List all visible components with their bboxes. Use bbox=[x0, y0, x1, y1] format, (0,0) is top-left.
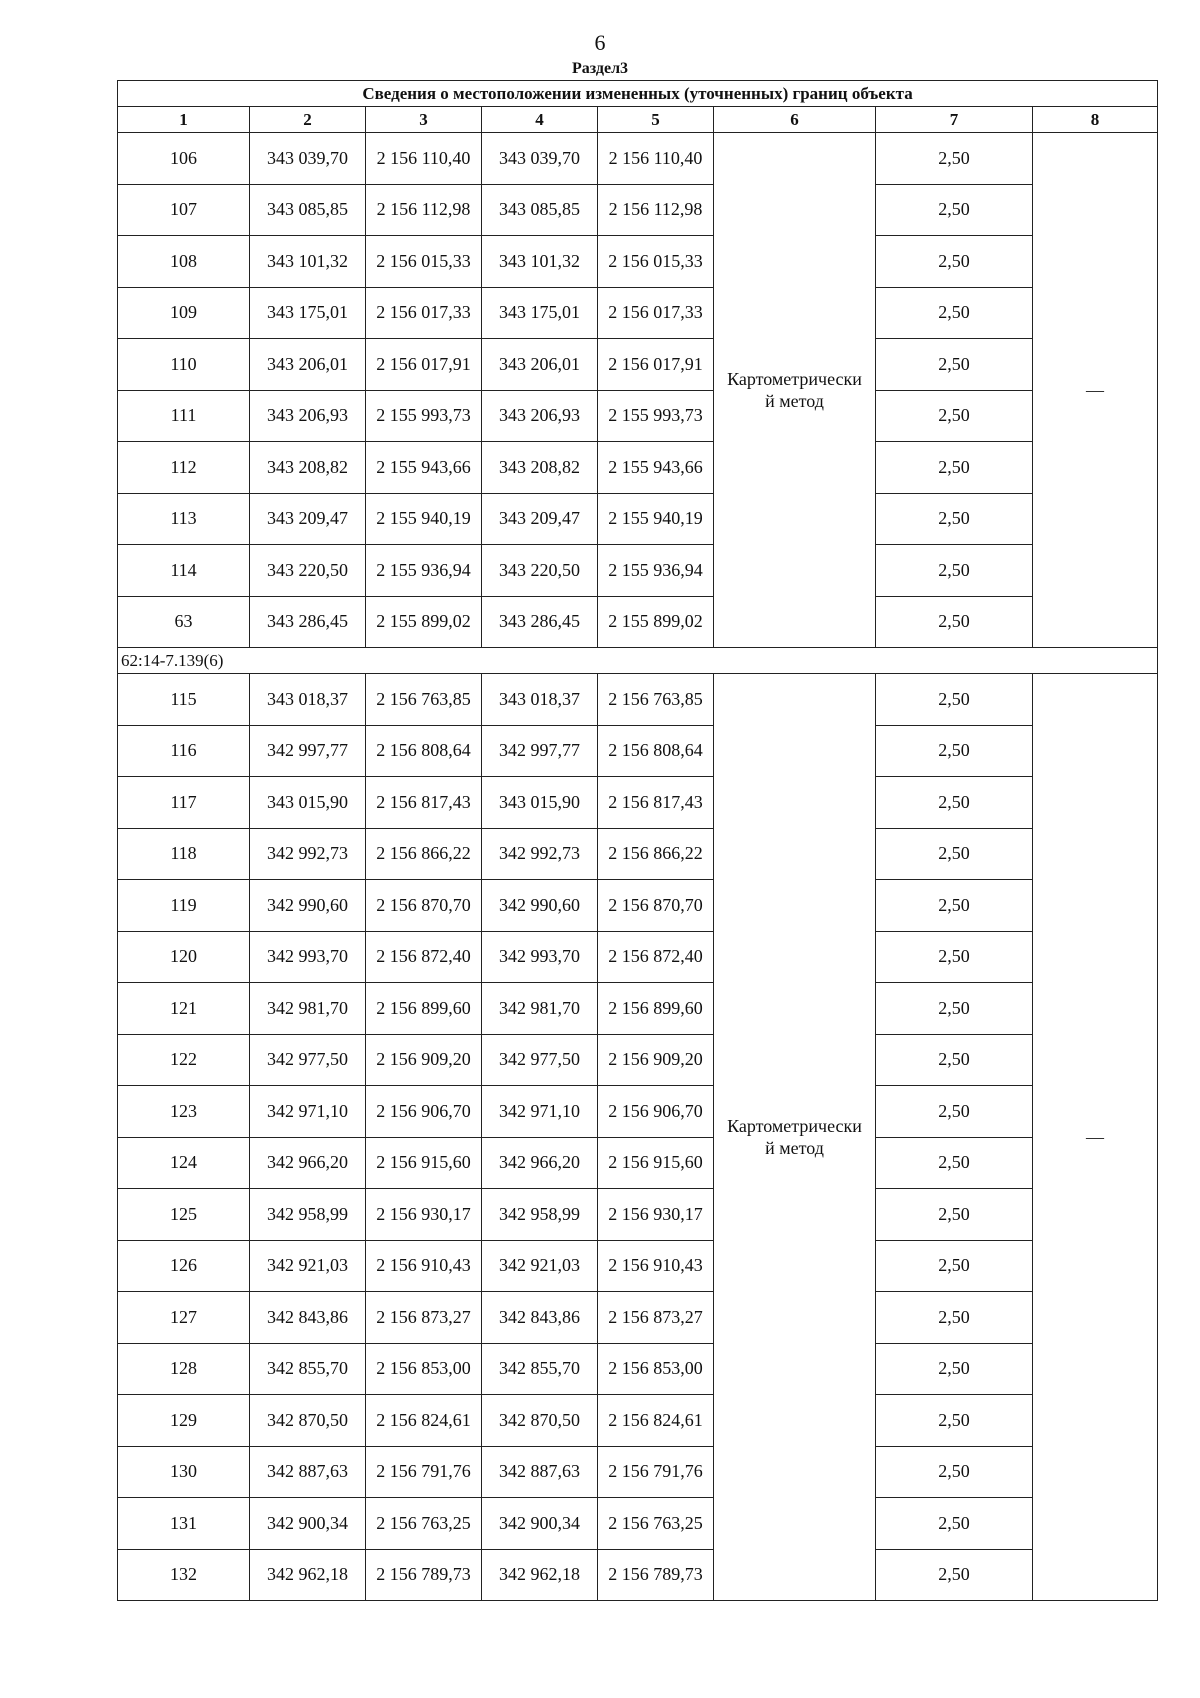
refined-x-cell: 343 085,85 bbox=[482, 184, 598, 236]
existing-y-cell: 2 156 763,25 bbox=[366, 1498, 482, 1550]
refined-y-cell: 2 156 017,91 bbox=[598, 339, 714, 391]
existing-x-cell: 342 997,77 bbox=[250, 725, 366, 777]
existing-y-cell: 2 156 910,43 bbox=[366, 1240, 482, 1292]
refined-y-cell: 2 156 873,27 bbox=[598, 1292, 714, 1344]
refined-y-cell: 2 156 866,22 bbox=[598, 828, 714, 880]
refined-x-cell: 342 990,60 bbox=[482, 880, 598, 932]
column-number-5: 5 bbox=[598, 107, 714, 133]
existing-x-cell: 342 900,34 bbox=[250, 1498, 366, 1550]
existing-x-cell: 342 843,86 bbox=[250, 1292, 366, 1344]
existing-x-cell: 342 887,63 bbox=[250, 1446, 366, 1498]
column-8-cell: — bbox=[1033, 133, 1158, 648]
table-row bbox=[118, 493, 1158, 545]
existing-y-cell: 2 156 873,27 bbox=[366, 1292, 482, 1344]
table-row bbox=[118, 1137, 1158, 1189]
table-row bbox=[118, 1086, 1158, 1138]
accuracy-cell: 2,50 bbox=[876, 1034, 1033, 1086]
accuracy-cell: 2,50 bbox=[876, 287, 1033, 339]
refined-y-cell: 2 156 763,25 bbox=[598, 1498, 714, 1550]
point-number-cell: 110 bbox=[118, 339, 250, 391]
method-line-1: Картометрически bbox=[727, 369, 862, 389]
table-row bbox=[118, 1549, 1158, 1601]
method-line-1: Картометрически bbox=[727, 1116, 862, 1136]
accuracy-cell: 2,50 bbox=[876, 828, 1033, 880]
column-numbers-row bbox=[118, 107, 1158, 133]
refined-y-cell: 2 155 943,66 bbox=[598, 442, 714, 494]
refined-x-cell: 343 175,01 bbox=[482, 287, 598, 339]
point-number-cell: 108 bbox=[118, 236, 250, 288]
refined-y-cell: 2 156 909,20 bbox=[598, 1034, 714, 1086]
table-row bbox=[118, 596, 1158, 648]
point-number-cell: 129 bbox=[118, 1395, 250, 1447]
point-number-cell: 127 bbox=[118, 1292, 250, 1344]
existing-y-cell: 2 156 909,20 bbox=[366, 1034, 482, 1086]
point-number-cell: 109 bbox=[118, 287, 250, 339]
refined-x-cell: 342 887,63 bbox=[482, 1446, 598, 1498]
refined-y-cell: 2 156 906,70 bbox=[598, 1086, 714, 1138]
existing-x-cell: 343 018,37 bbox=[250, 674, 366, 726]
existing-x-cell: 342 990,60 bbox=[250, 880, 366, 932]
point-number-cell: 128 bbox=[118, 1343, 250, 1395]
existing-x-cell: 342 992,73 bbox=[250, 828, 366, 880]
method-line-2: й метод bbox=[765, 1138, 824, 1158]
refined-x-cell: 342 997,77 bbox=[482, 725, 598, 777]
point-number-cell: 121 bbox=[118, 983, 250, 1035]
accuracy-cell: 2,50 bbox=[876, 184, 1033, 236]
existing-x-cell: 342 971,10 bbox=[250, 1086, 366, 1138]
existing-x-cell: 343 015,90 bbox=[250, 777, 366, 829]
table-row bbox=[118, 133, 1158, 185]
table-row bbox=[118, 1446, 1158, 1498]
refined-x-cell: 342 966,20 bbox=[482, 1137, 598, 1189]
point-number-cell: 131 bbox=[118, 1498, 250, 1550]
existing-y-cell: 2 156 899,60 bbox=[366, 983, 482, 1035]
existing-x-cell: 342 921,03 bbox=[250, 1240, 366, 1292]
refined-x-cell: 343 015,90 bbox=[482, 777, 598, 829]
existing-y-cell: 2 156 872,40 bbox=[366, 931, 482, 983]
table-row bbox=[118, 931, 1158, 983]
refined-y-cell: 2 156 015,33 bbox=[598, 236, 714, 288]
existing-x-cell: 343 220,50 bbox=[250, 545, 366, 597]
accuracy-cell: 2,50 bbox=[876, 1240, 1033, 1292]
column-number-1: 1 bbox=[118, 107, 250, 133]
point-number-cell: 119 bbox=[118, 880, 250, 932]
accuracy-cell: 2,50 bbox=[876, 1137, 1033, 1189]
existing-y-cell: 2 156 017,33 bbox=[366, 287, 482, 339]
accuracy-cell: 2,50 bbox=[876, 777, 1033, 829]
existing-y-cell: 2 155 899,02 bbox=[366, 596, 482, 648]
accuracy-cell: 2,50 bbox=[876, 1498, 1033, 1550]
refined-y-cell: 2 156 872,40 bbox=[598, 931, 714, 983]
refined-x-cell: 343 209,47 bbox=[482, 493, 598, 545]
accuracy-cell: 2,50 bbox=[876, 931, 1033, 983]
table-row bbox=[118, 983, 1158, 1035]
refined-y-cell: 2 155 936,94 bbox=[598, 545, 714, 597]
column-number-4: 4 bbox=[482, 107, 598, 133]
table-row bbox=[118, 880, 1158, 932]
existing-x-cell: 342 958,99 bbox=[250, 1189, 366, 1241]
accuracy-cell: 2,50 bbox=[876, 545, 1033, 597]
accuracy-cell: 2,50 bbox=[876, 442, 1033, 494]
existing-y-cell: 2 156 808,64 bbox=[366, 725, 482, 777]
refined-x-cell: 342 992,73 bbox=[482, 828, 598, 880]
refined-x-cell: 342 958,99 bbox=[482, 1189, 598, 1241]
method-cell bbox=[714, 133, 876, 648]
point-number-cell: 118 bbox=[118, 828, 250, 880]
refined-y-cell: 2 156 110,40 bbox=[598, 133, 714, 185]
refined-y-cell: 2 156 915,60 bbox=[598, 1137, 714, 1189]
accuracy-cell: 2,50 bbox=[876, 390, 1033, 442]
column-number-6: 6 bbox=[714, 107, 876, 133]
existing-y-cell: 2 156 853,00 bbox=[366, 1343, 482, 1395]
refined-x-cell: 343 206,01 bbox=[482, 339, 598, 391]
point-number-cell: 130 bbox=[118, 1446, 250, 1498]
refined-x-cell: 343 039,70 bbox=[482, 133, 598, 185]
point-number-cell: 132 bbox=[118, 1549, 250, 1601]
point-number-cell: 107 bbox=[118, 184, 250, 236]
table-row bbox=[118, 828, 1158, 880]
existing-y-cell: 2 156 906,70 bbox=[366, 1086, 482, 1138]
existing-x-cell: 343 286,45 bbox=[250, 596, 366, 648]
parcel-separator-row bbox=[118, 648, 1158, 674]
refined-y-cell: 2 156 817,43 bbox=[598, 777, 714, 829]
table-row bbox=[118, 1395, 1158, 1447]
page-number: 6 bbox=[594, 30, 606, 55]
existing-x-cell: 342 966,20 bbox=[250, 1137, 366, 1189]
existing-y-cell: 2 156 017,91 bbox=[366, 339, 482, 391]
table-row bbox=[118, 1189, 1158, 1241]
accuracy-cell: 2,50 bbox=[876, 339, 1033, 391]
refined-x-cell: 343 206,93 bbox=[482, 390, 598, 442]
existing-y-cell: 2 156 870,70 bbox=[366, 880, 482, 932]
refined-y-cell: 2 156 112,98 bbox=[598, 184, 714, 236]
refined-y-cell: 2 156 791,76 bbox=[598, 1446, 714, 1498]
existing-x-cell: 342 981,70 bbox=[250, 983, 366, 1035]
existing-x-cell: 343 039,70 bbox=[250, 133, 366, 185]
refined-x-cell: 343 101,32 bbox=[482, 236, 598, 288]
existing-x-cell: 342 993,70 bbox=[250, 931, 366, 983]
refined-x-cell: 342 962,18 bbox=[482, 1549, 598, 1601]
table-row bbox=[118, 339, 1158, 391]
table-row bbox=[118, 390, 1158, 442]
point-number-cell: 122 bbox=[118, 1034, 250, 1086]
table-caption: Сведения о местоположении измененных (уточненных) границ объекта bbox=[118, 81, 1158, 107]
table-row bbox=[118, 442, 1158, 494]
table-row bbox=[118, 725, 1158, 777]
accuracy-cell: 2,50 bbox=[876, 674, 1033, 726]
refined-y-cell: 2 156 789,73 bbox=[598, 1549, 714, 1601]
accuracy-cell: 2,50 bbox=[876, 725, 1033, 777]
existing-x-cell: 342 855,70 bbox=[250, 1343, 366, 1395]
accuracy-cell: 2,50 bbox=[876, 1292, 1033, 1344]
table-row bbox=[118, 545, 1158, 597]
refined-y-cell: 2 156 853,00 bbox=[598, 1343, 714, 1395]
existing-y-cell: 2 156 110,40 bbox=[366, 133, 482, 185]
existing-y-cell: 2 156 915,60 bbox=[366, 1137, 482, 1189]
table-row bbox=[118, 1240, 1158, 1292]
refined-y-cell: 2 156 763,85 bbox=[598, 674, 714, 726]
refined-x-cell: 342 921,03 bbox=[482, 1240, 598, 1292]
table-row bbox=[118, 1498, 1158, 1550]
refined-y-cell: 2 155 899,02 bbox=[598, 596, 714, 648]
existing-y-cell: 2 155 940,19 bbox=[366, 493, 482, 545]
table-row bbox=[118, 1343, 1158, 1395]
table-row bbox=[118, 236, 1158, 288]
accuracy-cell: 2,50 bbox=[876, 133, 1033, 185]
refined-x-cell: 342 843,86 bbox=[482, 1292, 598, 1344]
point-number-cell: 120 bbox=[118, 931, 250, 983]
existing-x-cell: 343 085,85 bbox=[250, 184, 366, 236]
point-number-cell: 63 bbox=[118, 596, 250, 648]
existing-y-cell: 2 156 817,43 bbox=[366, 777, 482, 829]
accuracy-cell: 2,50 bbox=[876, 983, 1033, 1035]
table-row bbox=[118, 184, 1158, 236]
existing-x-cell: 343 101,32 bbox=[250, 236, 366, 288]
existing-y-cell: 2 156 112,98 bbox=[366, 184, 482, 236]
accuracy-cell: 2,50 bbox=[876, 236, 1033, 288]
existing-x-cell: 342 870,50 bbox=[250, 1395, 366, 1447]
refined-x-cell: 342 977,50 bbox=[482, 1034, 598, 1086]
point-number-cell: 116 bbox=[118, 725, 250, 777]
existing-y-cell: 2 156 015,33 bbox=[366, 236, 482, 288]
column-number-7: 7 bbox=[876, 107, 1033, 133]
refined-y-cell: 2 156 910,43 bbox=[598, 1240, 714, 1292]
existing-y-cell: 2 156 763,85 bbox=[366, 674, 482, 726]
method-line-2: й метод bbox=[765, 391, 824, 411]
point-number-cell: 126 bbox=[118, 1240, 250, 1292]
accuracy-cell: 2,50 bbox=[876, 1549, 1033, 1601]
existing-x-cell: 342 962,18 bbox=[250, 1549, 366, 1601]
method-cell bbox=[714, 674, 876, 1601]
existing-y-cell: 2 156 791,76 bbox=[366, 1446, 482, 1498]
point-number-cell: 106 bbox=[118, 133, 250, 185]
point-number-cell: 111 bbox=[118, 390, 250, 442]
refined-x-cell: 342 993,70 bbox=[482, 931, 598, 983]
refined-y-cell: 2 156 870,70 bbox=[598, 880, 714, 932]
point-number-cell: 123 bbox=[118, 1086, 250, 1138]
refined-y-cell: 2 155 993,73 bbox=[598, 390, 714, 442]
existing-y-cell: 2 156 930,17 bbox=[366, 1189, 482, 1241]
refined-x-cell: 343 220,50 bbox=[482, 545, 598, 597]
section-title: Раздел3 bbox=[571, 60, 629, 77]
refined-y-cell: 2 155 940,19 bbox=[598, 493, 714, 545]
existing-y-cell: 2 156 866,22 bbox=[366, 828, 482, 880]
table-row bbox=[118, 1034, 1158, 1086]
refined-x-cell: 343 018,37 bbox=[482, 674, 598, 726]
point-number-cell: 115 bbox=[118, 674, 250, 726]
existing-y-cell: 2 155 936,94 bbox=[366, 545, 482, 597]
refined-x-cell: 342 981,70 bbox=[482, 983, 598, 1035]
point-number-cell: 113 bbox=[118, 493, 250, 545]
refined-y-cell: 2 156 808,64 bbox=[598, 725, 714, 777]
point-number-cell: 112 bbox=[118, 442, 250, 494]
accuracy-cell: 2,50 bbox=[876, 880, 1033, 932]
accuracy-cell: 2,50 bbox=[876, 1086, 1033, 1138]
existing-x-cell: 343 209,47 bbox=[250, 493, 366, 545]
accuracy-cell: 2,50 bbox=[876, 493, 1033, 545]
existing-x-cell: 343 208,82 bbox=[250, 442, 366, 494]
table-row bbox=[118, 287, 1158, 339]
existing-y-cell: 2 156 824,61 bbox=[366, 1395, 482, 1447]
existing-y-cell: 2 155 993,73 bbox=[366, 390, 482, 442]
refined-y-cell: 2 156 017,33 bbox=[598, 287, 714, 339]
refined-x-cell: 343 286,45 bbox=[482, 596, 598, 648]
existing-x-cell: 343 175,01 bbox=[250, 287, 366, 339]
accuracy-cell: 2,50 bbox=[876, 1189, 1033, 1241]
boundary-coordinates-table bbox=[117, 80, 1158, 1601]
existing-y-cell: 2 155 943,66 bbox=[366, 442, 482, 494]
table-row bbox=[118, 674, 1158, 726]
refined-x-cell: 342 900,34 bbox=[482, 1498, 598, 1550]
table-row bbox=[118, 777, 1158, 829]
accuracy-cell: 2,50 bbox=[876, 1395, 1033, 1447]
existing-x-cell: 343 206,93 bbox=[250, 390, 366, 442]
refined-y-cell: 2 156 824,61 bbox=[598, 1395, 714, 1447]
column-number-3: 3 bbox=[366, 107, 482, 133]
refined-y-cell: 2 156 899,60 bbox=[598, 983, 714, 1035]
refined-y-cell: 2 156 930,17 bbox=[598, 1189, 714, 1241]
existing-y-cell: 2 156 789,73 bbox=[366, 1549, 482, 1601]
refined-x-cell: 342 855,70 bbox=[482, 1343, 598, 1395]
point-number-cell: 117 bbox=[118, 777, 250, 829]
refined-x-cell: 343 208,82 bbox=[482, 442, 598, 494]
accuracy-cell: 2,50 bbox=[876, 1343, 1033, 1395]
refined-x-cell: 342 870,50 bbox=[482, 1395, 598, 1447]
existing-x-cell: 342 977,50 bbox=[250, 1034, 366, 1086]
existing-x-cell: 343 206,01 bbox=[250, 339, 366, 391]
accuracy-cell: 2,50 bbox=[876, 1446, 1033, 1498]
column-number-8: 8 bbox=[1033, 107, 1158, 133]
table-row bbox=[118, 1292, 1158, 1344]
accuracy-cell: 2,50 bbox=[876, 596, 1033, 648]
column-8-cell: — bbox=[1033, 674, 1158, 1601]
point-number-cell: 114 bbox=[118, 545, 250, 597]
refined-x-cell: 342 971,10 bbox=[482, 1086, 598, 1138]
column-number-2: 2 bbox=[250, 107, 366, 133]
parcel-number: 62:14-7.139(6) bbox=[118, 648, 1158, 674]
point-number-cell: 124 bbox=[118, 1137, 250, 1189]
point-number-cell: 125 bbox=[118, 1189, 250, 1241]
